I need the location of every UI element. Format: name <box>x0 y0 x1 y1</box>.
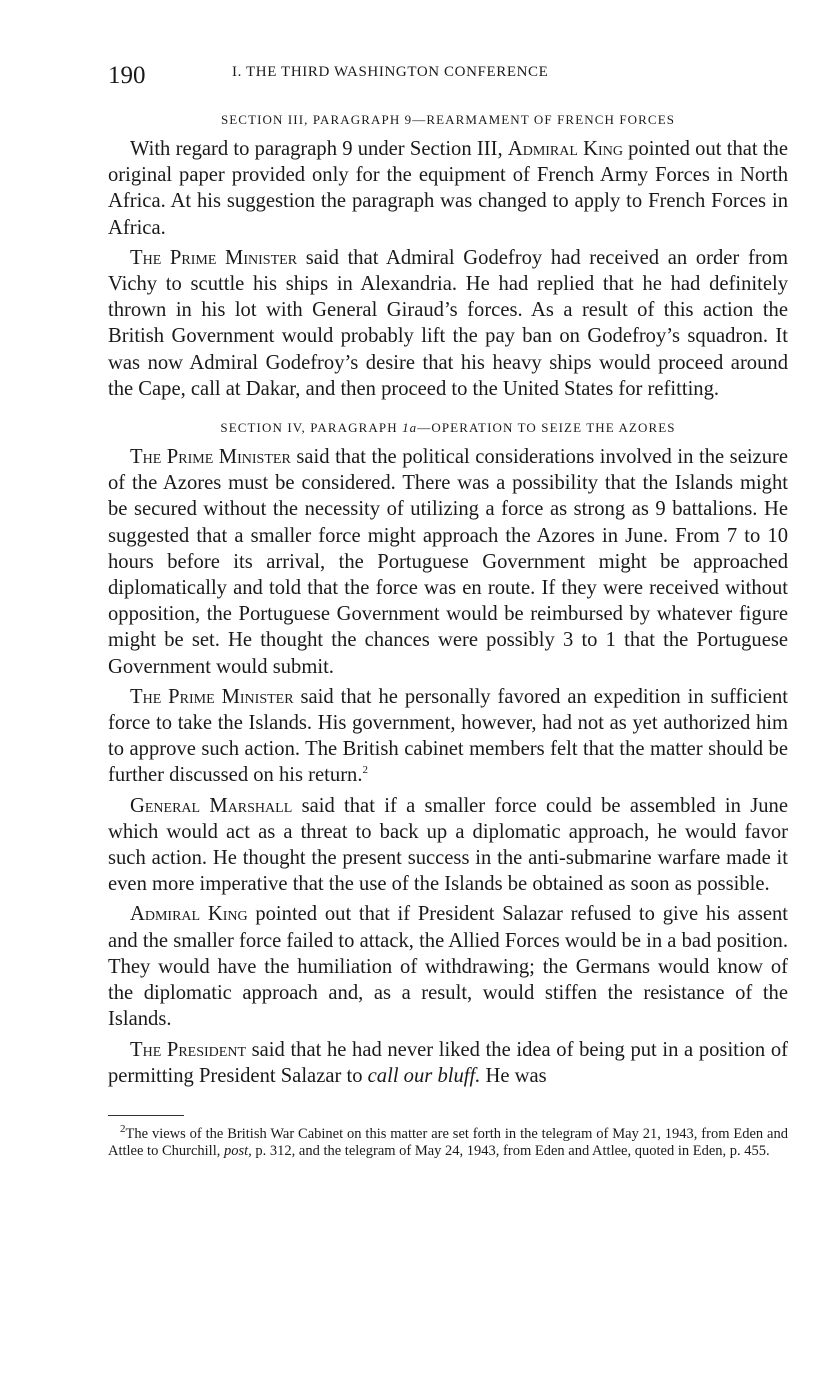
paragraph-text: said that if a smaller force could be assembled in June which would act as a threat to back up a diplomatic approach, he would favor such action. He thought the present success in the anti-submarine warfare made it even more imperative that the use of the Islands be obtained as soon as possible. <box>108 794 788 896</box>
page-header <box>108 58 788 94</box>
heading-italic: 1a <box>402 420 418 436</box>
heading-suffix: —OPERATION TO SEIZE THE AZORES <box>417 420 676 436</box>
paragraph <box>108 245 788 402</box>
footnote-divider <box>108 1115 184 1116</box>
paragraph-text: said that the political considerations involved in the seizure of the Azores must be considered. There was a possibility that the Islands might be secured without the necessity of utilizing a force as strong as 9 battalions. He suggested that a smaller force might approach the Azores in June. From 7 to 10 hours before its arrival, the Portuguese Government might be approached diplomatically and told that the force was en route. If they were received without opposition, the Portuguese Government would be reimbursed by whatever figure might be set. He thought the chances were possibly 3 to 1 that the Portuguese Government would submit. <box>108 446 788 678</box>
footnote-italic: post, <box>223 1142 252 1159</box>
speaker-name: The Prime Minister <box>130 685 294 708</box>
paragraph <box>108 1037 788 1089</box>
paragraph-text: said that he had never liked the idea of being put in a position of permitting President Salazar to <box>108 1038 788 1087</box>
document-page <box>108 58 788 1160</box>
footnote-reference[interactable]: 2 <box>362 764 369 777</box>
page-number: 190 <box>108 62 146 89</box>
speaker-name: General Marshall <box>130 794 293 817</box>
paragraph <box>108 684 788 789</box>
paragraph <box>108 793 788 898</box>
paragraph-text: pointed out that the original paper provided only for the equipment of French Army Forces in North Africa. At his suggestion the paragraph was changed to apply to French Forces in Africa. <box>108 138 788 239</box>
paragraph-tail: He was <box>480 1064 547 1087</box>
footnote-text: The views of the British War Cabinet on this matter are set forth in the telegram of May 21, 1943, from Eden and Attlee to Churchill, <box>108 1125 788 1159</box>
section-heading-iv <box>108 420 788 436</box>
paragraph-lead: With regard to paragraph 9 under Section III, <box>130 138 508 160</box>
section-heading-iii: SECTION III, PARAGRAPH 9—REARMAMENT OF FRENCH FORCES <box>220 112 676 127</box>
footnote-text-end: p. 312, and the telegram of May 24, 1943, from Eden and Attlee, quoted in Eden, p. 455. <box>251 1142 770 1159</box>
footnote-marker: 2 <box>120 1123 126 1136</box>
paragraph <box>108 901 788 1032</box>
paragraph <box>108 136 788 241</box>
speaker-name: Admiral King <box>507 138 623 160</box>
paragraph-text: said that Admiral Godefroy had received an order from Vichy to scuttle his ships in Alexandria. He had replied that he had definitely thrown in his lot with General Giraud’s forces. As a result of this action the British Government would probably lift the pay ban on Godefroy’s squadron. It was now Admiral Godefroy’s desire that his heavy ships would proceed around the Cape, call at Dakar, and then proceed to the United States for refitting. <box>108 246 788 400</box>
heading-prefix: SECTION IV, PARAGRAPH <box>220 420 403 436</box>
speaker-name: The Prime Minister <box>130 246 298 269</box>
paragraph <box>108 444 788 680</box>
speaker-name: Admiral King <box>130 903 248 926</box>
paragraph-text: pointed out that if President Salazar refused to give his assent and the smaller force failed to attack, the Allied Forces would be in a bad position. They would have the humiliation of withdrawing; the Germans would know of the diplomatic approach and, as a result, would stiffen the resistance of the Islands. <box>108 903 788 1031</box>
running-head: I. THE THIRD WASHINGTON CONFERENCE <box>232 64 549 80</box>
speaker-name: The President <box>130 1038 246 1061</box>
emphasis-text: call our bluff. <box>367 1064 481 1087</box>
paragraph-text: said that he personally favored an expedition in sufficient force to take the Islands. His government, however, had not as yet authorized him to approve such action. The British cabinet members felt that the matter should be further discussed on his return. <box>108 685 788 787</box>
footnote <box>108 1123 788 1160</box>
speaker-name: The Prime Minister <box>130 446 291 469</box>
